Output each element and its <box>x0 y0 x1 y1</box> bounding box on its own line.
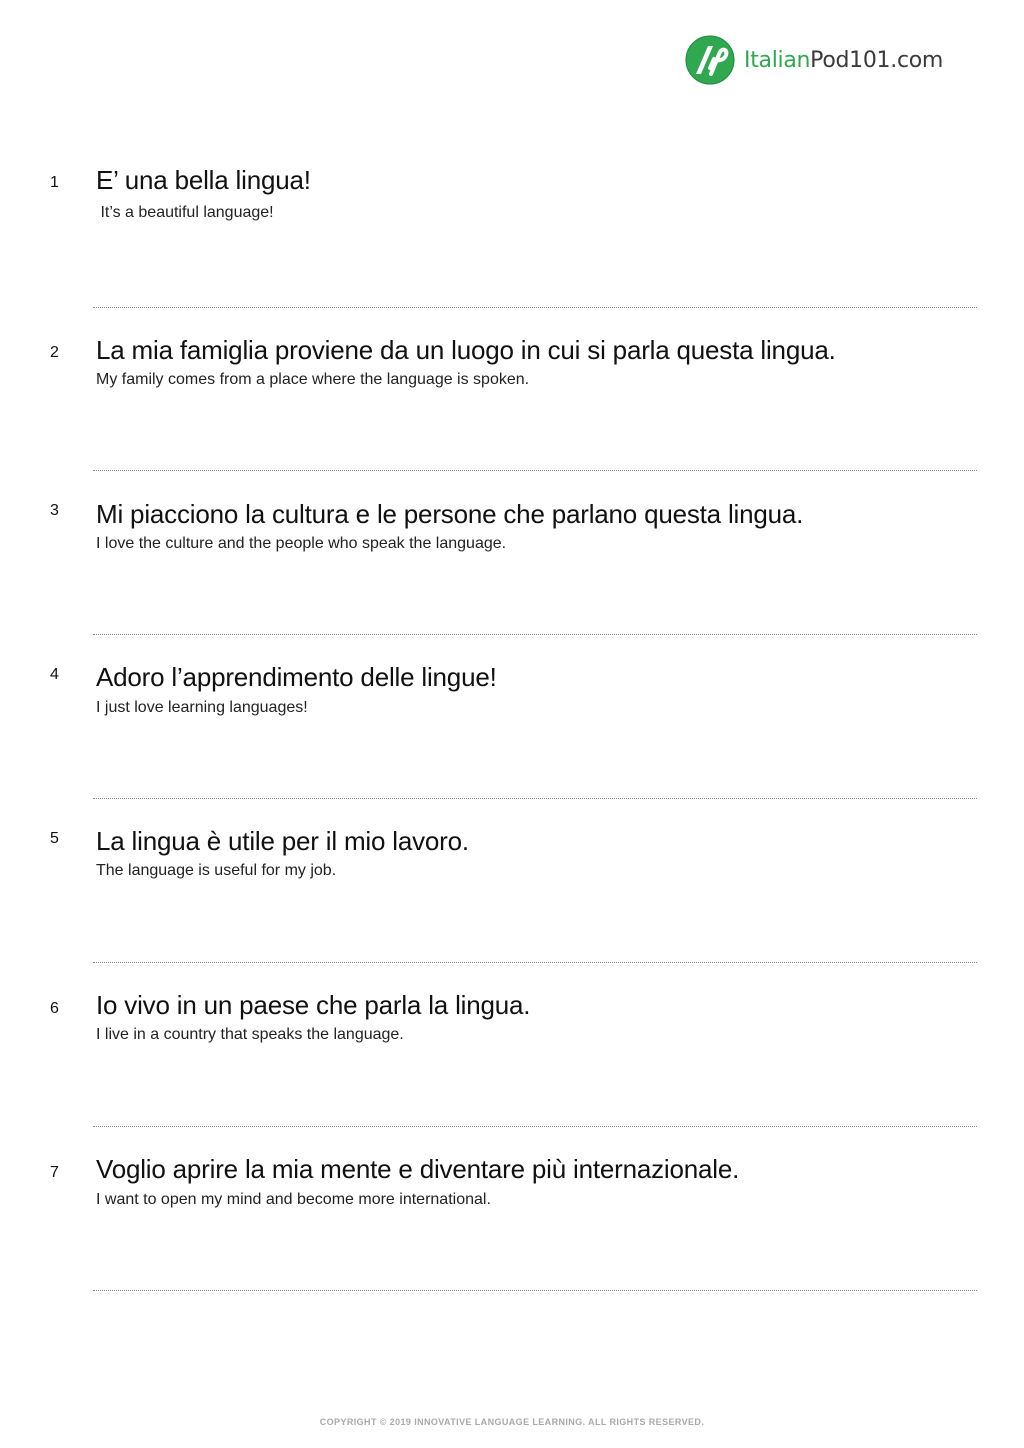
brand-name-pod101: Pod101.com <box>810 47 944 73</box>
answer-line <box>93 798 977 799</box>
english-translation: I love the culture and the people who speak the language. <box>96 535 507 552</box>
answer-line <box>93 634 977 635</box>
answer-line <box>93 962 977 963</box>
italian-phrase: Io vivo in un paese che parla la lingua. <box>96 990 531 1020</box>
brand-name <box>744 48 943 73</box>
answer-line <box>93 1290 977 1291</box>
brand-name-italian: Italian <box>744 47 811 73</box>
entry-number: 2 <box>50 344 59 361</box>
italian-phrase: Voglio aprire la mia mente e diventare più internazionale. <box>96 1154 740 1184</box>
brand-logo[interactable] <box>684 34 984 86</box>
italianpod101-logo-icon <box>684 34 736 86</box>
answer-line <box>93 307 977 308</box>
english-translation: I live in a country that speaks the language. <box>96 1026 404 1043</box>
entry-number: 4 <box>50 666 59 683</box>
italian-phrase: La mia famiglia proviene da un luogo in cui si parla questa lingua. <box>96 335 836 365</box>
entry-number: 1 <box>50 174 59 191</box>
english-translation: I just love learning languages! <box>96 699 308 716</box>
english-translation: My family comes from a place where the language is spoken. <box>96 371 530 388</box>
entry-number: 6 <box>50 1000 59 1017</box>
entry-number: 3 <box>50 502 59 519</box>
italian-phrase: E’ una bella lingua! <box>96 165 311 195</box>
entry-number: 5 <box>50 830 59 847</box>
english-translation: It’s a beautiful language! <box>96 204 274 221</box>
english-translation: I want to open my mind and become more international. <box>96 1191 491 1208</box>
english-translation: The language is useful for my job. <box>96 862 337 879</box>
italian-phrase: La lingua è utile per il mio lavoro. <box>96 826 469 856</box>
italian-phrase: Mi piacciono la cultura e le persone che parlano questa lingua. <box>96 499 804 529</box>
answer-line <box>93 1126 977 1127</box>
entry-number: 7 <box>50 1164 59 1181</box>
answer-line <box>93 470 977 471</box>
italian-phrase: Adoro l’apprendimento delle lingue! <box>96 662 497 692</box>
copyright-footer: COPYRIGHT © 2019 INNOVATIVE LANGUAGE LEARNING. ALL RIGHTS RESERVED. <box>319 1417 705 1427</box>
